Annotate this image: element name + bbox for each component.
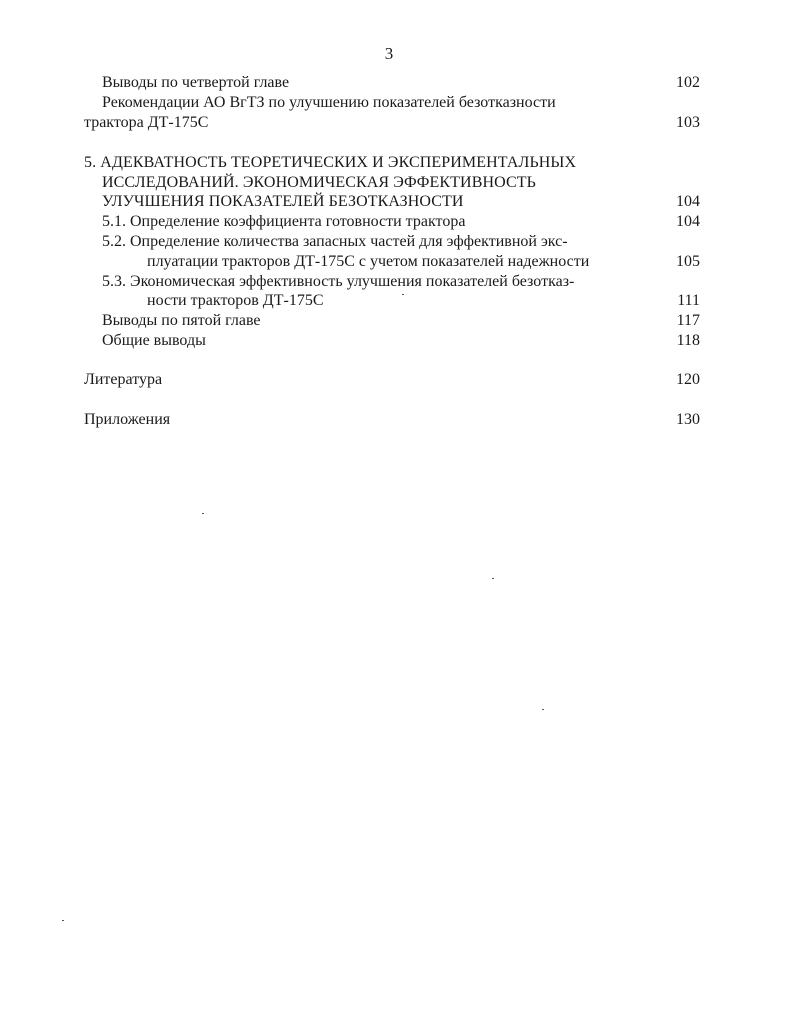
toc-chapter5-title-line3: УЛУЧШЕНИЯ ПОКАЗАТЕЛЕЙ БЕЗОТКАЗНОСТИ [102,193,464,210]
toc-section-5-3-page: 111 [677,292,700,309]
toc-entry-appendices-page: 130 [676,411,700,428]
toc-section-5-1-page: 104 [676,213,700,230]
scan-speck [202,513,204,514]
scan-speck [62,920,64,921]
scan-speck [492,578,494,579]
toc-section-5-3-title-line2: ности тракторов ДТ-175С [147,292,324,309]
toc-section-5-3-title-line1: 5.3. Экономическая эффективность улучшения показателей безотказ- [102,273,575,290]
toc-entry-ch4-recommendations-page: 103 [676,114,700,131]
toc-entry-ch5-conclusions-title: Выводы по пятой главе [102,312,261,329]
toc-entry-literature-page: 120 [676,371,700,388]
scan-speck [402,294,404,295]
toc-section-5-2-page: 105 [676,253,700,270]
scan-speck [542,709,544,710]
toc-chapter5-page: 104 [676,193,700,210]
toc-entry-literature-title: Литература [84,371,163,388]
toc-entry-ch4-recommendations-title-line2: трактора ДТ-175С [84,114,209,131]
toc-chapter5-title-line2: ИССЛЕДОВАНИЙ. ЭКОНОМИЧЕСКАЯ ЭФФЕКТИВНОСТЬ [102,174,536,191]
toc-entry-ch4-conclusions-title: Выводы по четвертой главе [102,74,290,91]
toc-section-5-1-title: 5.1. Определение коэффициента готовности трактора [102,213,466,230]
toc-entry-general-conclusions-page: 118 [676,332,700,349]
toc-entry-ch5-conclusions-page: 117 [676,312,700,329]
toc-entry-ch4-recommendations-title-line1: Рекомендации АО ВгТЗ по улучшению показателей безотказности [102,94,556,111]
toc-entry-general-conclusions-title: Общие выводы [102,332,206,349]
toc-entry-ch4-conclusions-page: 102 [676,74,700,91]
toc-section-5-2-title-line1: 5.2. Определение количества запасных частей для эффективной экс- [102,233,568,250]
toc-section-5-2-title-line2: плуатации тракторов ДТ-175С с учетом показателей надежности [147,253,590,270]
toc-chapter5-title-line1: 5. АДЕКВАТНОСТЬ ТЕОРЕТИЧЕСКИХ И ЭКСПЕРИМЕНТАЛЬНЫХ [84,154,577,171]
toc-entry-appendices-title: Приложения [84,411,171,428]
page-number: 3 [384,44,394,63]
